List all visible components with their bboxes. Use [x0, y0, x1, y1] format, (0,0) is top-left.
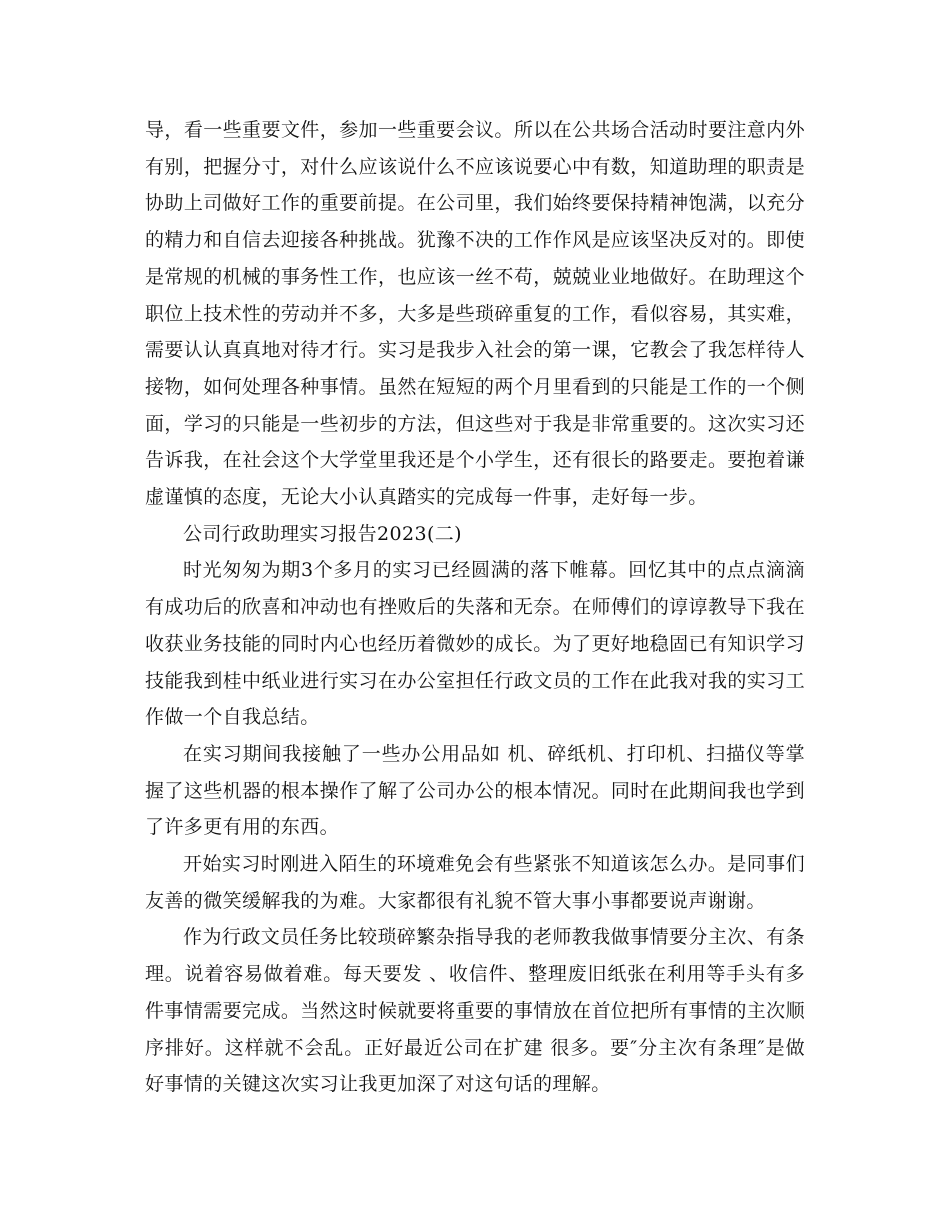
paragraph-1: 时光匆匆为期3个多月的实习已经圆满的落下帷幕。回忆其中的点点滴滴有成功后的欣喜和冲动也有挫败后的失落和无奈。在师傅们的谆谆教导下我在收获业务技能的同时内心也经历着微妙的成长。为了更好地稳固已有知识学习技能我到桂中纸业进行实习在办公室担任行政文员的工作在此我对我的实习工作做一个自我总结。 [145, 559, 805, 729]
paragraph-continuation: 导，看一些重要文件，参加一些重要会议。所以在公共场合活动时要注意内外有别，把握分寸，对什么应该说什么不应该说要心中有数，知道助理的职责是协助上司做好工作的重要前提。在公司里，我们始终要保持精神饱满，以充分的精力和自信去迎接各种挑战。犹豫不决的工作作风是应该坚决反对的。即使是常规的机械的事务性工作，也应该一丝不苟，兢兢业业地做好。在助理这个职位上技术性的劳动并不多，大多是些琐碎重复的工作，看似容易，其实难，需要认认真真地对待才行。实习是我步入社会的第一课，它教会了我怎样待人接物，如何处理各种事情。虽然在短短的两个月里看到的只能是工作的一个侧面，学习的只能是一些初步的方法，但这些对于我是非常重要的。这次实习还告诉我，在社会这个大学堂里我还是个小学生，还有很长的路要走。要抱着谦虚谨慎的态度，无论大小认真踏实的完成每一件事，走好每一步。 [145, 119, 805, 509]
paragraph-3: 开始实习时刚进入陌生的环境难免会有些紧张不知道该怎么办。是同事们友善的微笑缓解我的为难。大家都很有礼貌不管大事小事都要说声谢谢。 [145, 853, 805, 912]
paragraph-2: 在实习期间我接触了一些办公用品如 机、碎纸机、打印机、扫描仪等掌握了这些机器的根本操作了解了公司办公的根本情况。同时在此期间我也学到了许多更有用的东西。 [145, 742, 805, 839]
section-title: 公司行政助理实习报告2023(二) [183, 522, 462, 545]
paragraph-4: 作为行政文员任务比较琐碎繁杂指导我的老师教我做事情要分主次、有条理。说着容易做着难。每天要发 、收信件、整理废旧纸张在利用等手头有多件事情需要完成。当然这时候就要将重要的事情放在首位把所有事情的主次顺序排好。这样就不会乱。正好最近公司在扩建 很多。要″分主次有条理″是做好事情的关键这次实习让我更加深了对这句话的理解。 [145, 926, 805, 1096]
document-body [145, 112, 805, 1103]
